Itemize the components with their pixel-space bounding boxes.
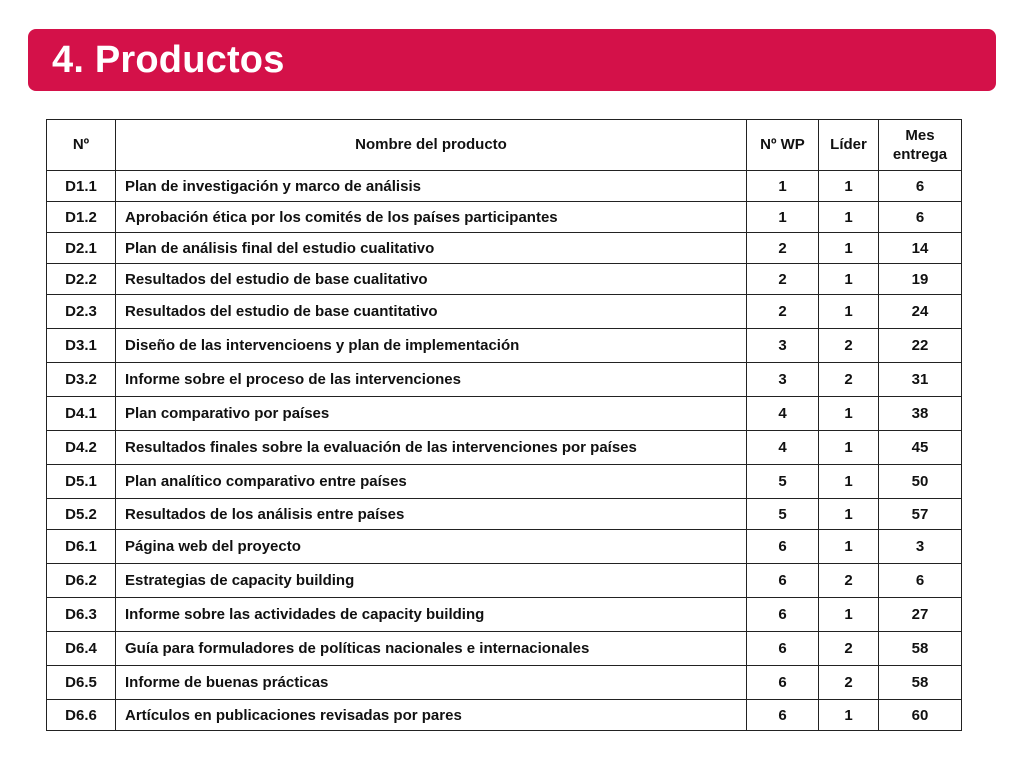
table-row (47, 465, 962, 499)
cell-product-name: Artículos en publicaciones revisadas por pares (116, 700, 747, 731)
table-row (47, 598, 962, 632)
cell-wp: 5 (747, 465, 819, 499)
cell-no: D4.1 (47, 397, 116, 431)
cell-product-name: Resultados de los análisis entre países (116, 499, 747, 530)
cell-lider: 2 (819, 632, 879, 666)
cell-lider: 1 (819, 700, 879, 731)
cell-product-name: Informe de buenas prácticas (116, 666, 747, 700)
cell-lider: 1 (819, 499, 879, 530)
cell-wp: 6 (747, 598, 819, 632)
cell-no: D3.1 (47, 329, 116, 363)
cell-lider: 2 (819, 666, 879, 700)
cell-product-name: Página web del proyecto (116, 530, 747, 564)
cell-no: D6.5 (47, 666, 116, 700)
cell-no: D6.2 (47, 564, 116, 598)
cell-product-name: Informe sobre el proceso de las intervenciones (116, 363, 747, 397)
cell-product-name: Plan de análisis final del estudio cualitativo (116, 233, 747, 264)
cell-no: D2.1 (47, 233, 116, 264)
table-row (47, 233, 962, 264)
table-row (47, 202, 962, 233)
cell-lider: 1 (819, 431, 879, 465)
table-row (47, 363, 962, 397)
cell-mes: 27 (879, 598, 962, 632)
cell-wp: 3 (747, 363, 819, 397)
table-row (47, 666, 962, 700)
table-row (47, 632, 962, 666)
table-header-row (47, 120, 962, 171)
cell-no: D1.2 (47, 202, 116, 233)
cell-wp: 6 (747, 564, 819, 598)
table-row (47, 700, 962, 731)
cell-mes: 58 (879, 632, 962, 666)
cell-lider: 1 (819, 233, 879, 264)
cell-mes: 6 (879, 171, 962, 202)
cell-mes: 6 (879, 202, 962, 233)
table-row (47, 564, 962, 598)
cell-product-name: Resultados del estudio de base cuantitativo (116, 295, 747, 329)
cell-no: D6.4 (47, 632, 116, 666)
cell-lider: 1 (819, 295, 879, 329)
cell-product-name: Diseño de las intervencioens y plan de implementación (116, 329, 747, 363)
cell-lider: 2 (819, 363, 879, 397)
cell-product-name: Aprobación ética por los comités de los países participantes (116, 202, 747, 233)
table-row (47, 264, 962, 295)
cell-wp: 5 (747, 499, 819, 530)
cell-wp: 3 (747, 329, 819, 363)
cell-no: D5.2 (47, 499, 116, 530)
header-mes-line1: Mes (905, 126, 935, 144)
cell-no: D2.2 (47, 264, 116, 295)
header-mes-line2: entrega (892, 146, 948, 163)
cell-no: D3.2 (47, 363, 116, 397)
cell-mes: 31 (879, 363, 962, 397)
cell-product-name: Plan analítico comparativo entre países (116, 465, 747, 499)
cell-mes: 3 (879, 530, 962, 564)
cell-no: D4.2 (47, 431, 116, 465)
table-row (47, 499, 962, 530)
cell-lider: 1 (819, 598, 879, 632)
table-row (47, 397, 962, 431)
cell-mes: 19 (879, 264, 962, 295)
cell-lider: 1 (819, 465, 879, 499)
products-table (46, 119, 962, 731)
cell-product-name: Resultados del estudio de base cualitativo (116, 264, 747, 295)
cell-no: D2.3 (47, 295, 116, 329)
header-product-name: Nombre del producto (116, 120, 747, 171)
cell-lider: 1 (819, 202, 879, 233)
cell-mes: 45 (879, 431, 962, 465)
cell-no: D6.1 (47, 530, 116, 564)
cell-no: D1.1 (47, 171, 116, 202)
cell-product-name: Plan de investigación y marco de análisis (116, 171, 747, 202)
table-row (47, 171, 962, 202)
cell-no: D6.6 (47, 700, 116, 731)
cell-product-name: Resultados finales sobre la evaluación de las intervenciones por países (116, 431, 747, 465)
cell-mes: 22 (879, 329, 962, 363)
cell-wp: 6 (747, 632, 819, 666)
table-row (47, 329, 962, 363)
cell-lider: 2 (819, 329, 879, 363)
cell-lider: 2 (819, 564, 879, 598)
cell-product-name: Informe sobre las actividades de capacity building (116, 598, 747, 632)
table-row (47, 530, 962, 564)
cell-mes: 57 (879, 499, 962, 530)
header-wp: Nº WP (747, 120, 819, 171)
cell-mes: 50 (879, 465, 962, 499)
cell-wp: 6 (747, 700, 819, 731)
title-bar (28, 29, 996, 91)
cell-mes: 58 (879, 666, 962, 700)
cell-wp: 1 (747, 171, 819, 202)
cell-no: D5.1 (47, 465, 116, 499)
header-no: Nº (47, 120, 116, 171)
cell-wp: 2 (747, 233, 819, 264)
cell-wp: 1 (747, 202, 819, 233)
cell-wp: 4 (747, 397, 819, 431)
cell-wp: 6 (747, 530, 819, 564)
cell-product-name: Estrategias de capacity building (116, 564, 747, 598)
cell-mes: 14 (879, 233, 962, 264)
cell-lider: 1 (819, 530, 879, 564)
cell-wp: 2 (747, 295, 819, 329)
cell-mes: 60 (879, 700, 962, 731)
cell-lider: 1 (819, 397, 879, 431)
cell-mes: 6 (879, 564, 962, 598)
table-row (47, 295, 962, 329)
cell-no: D6.3 (47, 598, 116, 632)
cell-product-name: Plan comparativo por países (116, 397, 747, 431)
cell-mes: 38 (879, 397, 962, 431)
cell-wp: 6 (747, 666, 819, 700)
header-mes-entrega (879, 120, 962, 171)
cell-product-name: Guía para formuladores de políticas nacionales e internacionales (116, 632, 747, 666)
header-lider: Líder (819, 120, 879, 171)
page-title: 4. Productos (52, 39, 285, 81)
cell-wp: 2 (747, 264, 819, 295)
table-row (47, 431, 962, 465)
cell-wp: 4 (747, 431, 819, 465)
cell-mes: 24 (879, 295, 962, 329)
cell-lider: 1 (819, 264, 879, 295)
cell-lider: 1 (819, 171, 879, 202)
